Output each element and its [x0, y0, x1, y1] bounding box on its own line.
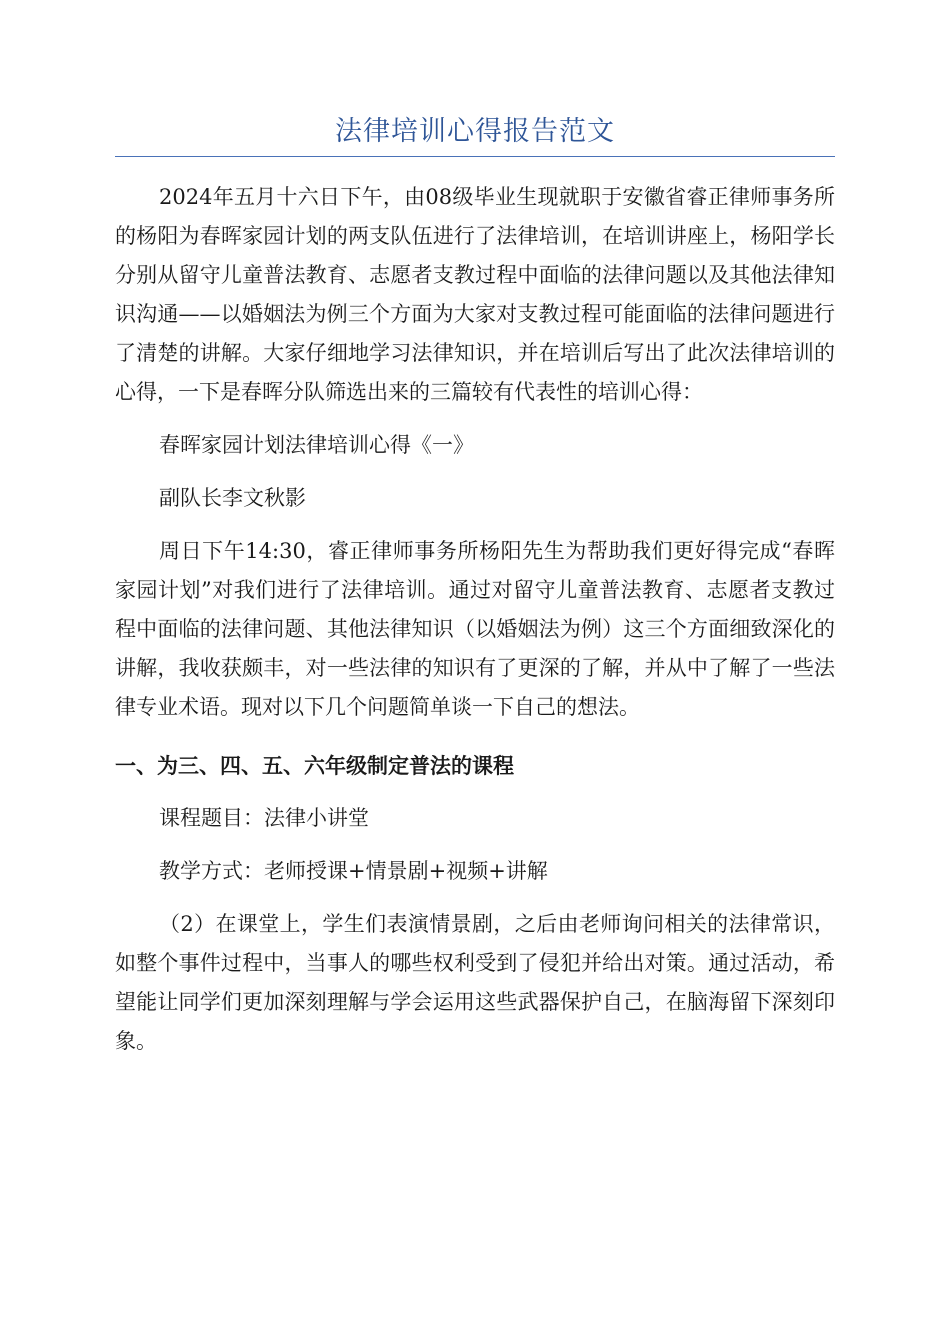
- teaching-method-line: 教学方式：老师授课+情景剧+视频+讲解: [159, 859, 548, 883]
- body-paragraph-1: 周日下午14:30，睿正律师事务所杨阳先生为帮助我们更好得完成“春晖家园计划”对我们进行了法律培训。通过对留守儿童普法教育、志愿者支教过程中面临的法律问题、其他法律知识（以婚姻法为例）这三个方面细致深化的讲解，我收获颇丰，对一些法律的知识有了更深的了解，并从中了解了一些法律专业术语。现对以下几个问题简单谈一下自己的想法。: [115, 539, 835, 719]
- course-title-line: 课程题目：法律小讲堂: [159, 806, 369, 830]
- body-paragraph-2: （2）在课堂上，学生们表演情景剧，之后由老师询问相关的法律常识，如整个事件过程中，当事人的哪些权利受到了侵犯并给出对策。通过活动，希望能让同学们更加深刻理解与学会运用这些武器保护自己，在脑海留下深刻印象。: [115, 912, 835, 1053]
- document-title: 法律培训心得报告范文: [115, 110, 835, 157]
- document-page: [115, 110, 835, 1061]
- intro-paragraph: 2024年五月十六日下午，由08级毕业生现就职于安徽省睿正律师事务所的杨阳为春晖家园计划的两支队伍进行了法律培训，在培训讲座上，杨阳学长分别从留守儿童普法教育、志愿者支教过程中面临的法律问题以及其他法律知识沟通——以婚姻法为例三个方面为大家对支教过程可能面临的法律问题进行了清楚的讲解。大家仔细地学习法律知识，并在培训后写出了此次法律培训的心得，一下是春晖分队筛选出来的三篇较有代表性的培训心得：: [115, 185, 835, 404]
- author-line: 副队长李文秋影: [159, 486, 306, 510]
- section-subtitle: 春晖家园计划法律培训心得《一》: [159, 433, 474, 457]
- section-heading-1: 一、为三、四、五、六年级制定普法的课程: [115, 753, 514, 778]
